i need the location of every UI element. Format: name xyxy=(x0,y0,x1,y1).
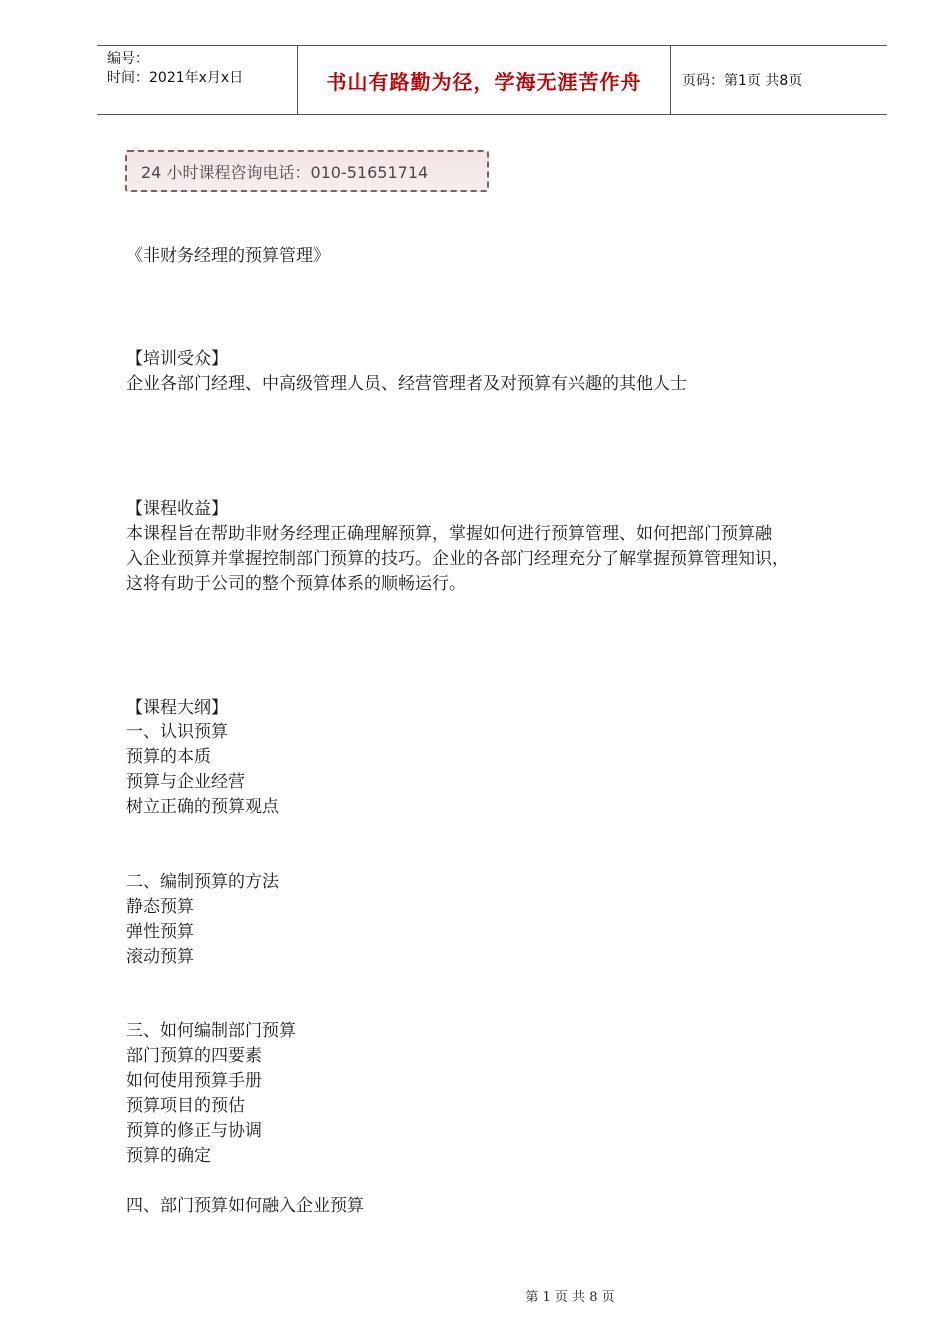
outline-section-title: 三、如何编制部门预算 xyxy=(126,1021,296,1041)
document-time-label: 时间：2021年x月x日 xyxy=(107,70,244,86)
benefits-heading: 【课程收益】 xyxy=(126,499,228,519)
outline-item: 预算项目的预估 xyxy=(126,1096,245,1116)
document-title: 《非财务经理的预算管理》 xyxy=(126,246,330,266)
benefits-line: 本课程旨在帮助非财务经理正确理解预算，掌握如何进行预算管理、如何把部门预算融 xyxy=(126,524,772,544)
outline-item: 预算的确定 xyxy=(126,1146,211,1166)
outline-section-title: 四、部门预算如何融入企业预算 xyxy=(126,1196,364,1216)
hotline-banner: 24 小时课程咨询电话：010-51651714 xyxy=(125,150,489,192)
outline-item: 静态预算 xyxy=(126,897,194,917)
header-meta xyxy=(107,50,297,88)
document-number-label: 编号： xyxy=(107,51,149,67)
audience-heading: 【培训受众】 xyxy=(126,349,228,369)
audience-text: 企业各部门经理、中高级管理人员、经营管理者及对预算有兴趣的其他人士 xyxy=(126,374,687,394)
outline-section-title: 二、编制预算的方法 xyxy=(126,872,279,892)
header-divider xyxy=(670,46,671,114)
outline-item: 预算的修正与协调 xyxy=(126,1121,262,1141)
header-page-info: 页码：第1页 共8页 xyxy=(682,73,803,89)
benefits-line: 这将有助于公司的整个预算体系的顺畅运行。 xyxy=(126,574,466,594)
outline-item: 部门预算的四要素 xyxy=(126,1046,262,1066)
outline-item: 弹性预算 xyxy=(126,922,194,942)
benefits-text xyxy=(126,522,866,597)
outline-item: 如何使用预算手册 xyxy=(126,1071,262,1091)
page-footer: 第 1 页 共 8 页 xyxy=(525,1290,615,1305)
outline-heading: 【课程大纲】 xyxy=(126,698,228,718)
outline-item: 树立正确的预算观点 xyxy=(126,797,279,817)
outline-item: 预算的本质 xyxy=(126,747,211,767)
outline-section-title: 一、认识预算 xyxy=(126,722,228,742)
header-motto: 书山有路勤为径，学海无涯苦作舟 xyxy=(326,69,642,94)
outline-item: 预算与企业经营 xyxy=(126,772,245,792)
outline-item: 滚动预算 xyxy=(126,947,194,967)
benefits-line: 入企业预算并掌握控制部门预算的技巧。企业的各部门经理充分了解掌握预算管理知识， xyxy=(126,549,789,569)
page-header xyxy=(97,45,887,115)
